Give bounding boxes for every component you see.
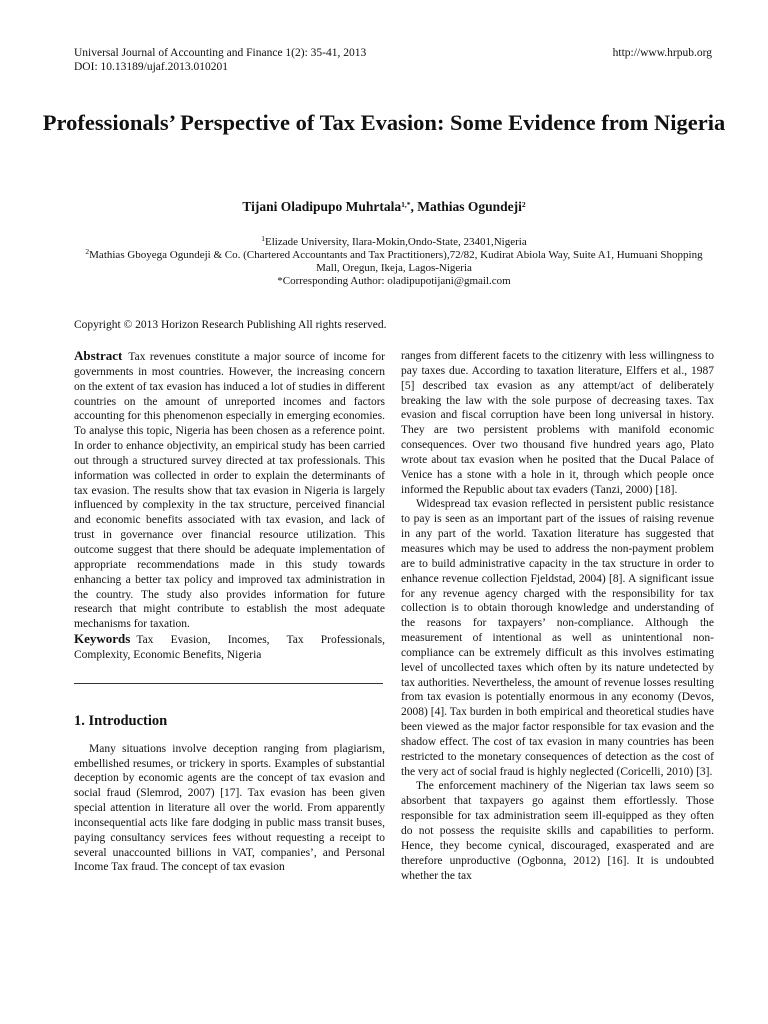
left-column <box>74 349 385 875</box>
section-heading-introduction: 1. Introduction <box>74 712 168 729</box>
body-paragraph: Widespread tax evasion reflected in persistent public resistance to pay is seen as an important part of the issues of raising revenue in any part of the world. Taxation literature has suggested that measures which may be used to address the non-payment problem are to build administrative capacity in the tax structure in order to enhance revenue collection Fjeldstad, 2004) [8]. A significant issue for any revenue agency charged with the responsibility for tax collection is to obtain thorough knowledge and understanding of the reasons for taxpayers’ non-compliance. Although the measurement of intentional as well as unintentional non-compliance can be extremely difficult as this involves estimating level of uncollected taxes which often by its nature undetected by tax authorities. Nevertheless, the amount of revenue losses resulting from tax evasion is potentially enormous in any economy (Devos, 2008) [4]. Tax burden in both empirical and theoretical studies have been viewed as the major factor responsible for tax evasion and the shadow effect. The cost of tax evasion in many countries has been restricted to the monetary consequences of detection as the cost of the very act of social fraud is highly neglected (Coricelli, 2010) [3]. <box>401 498 714 778</box>
introduction-paragraph: Many situations involve deception ranging from plagiarism, embellished resumes, or trickery in sports. Examples of substantial deception by economic agents are the concept of tax evasion and social fraud (Slemrod, 2007) [17]. Tax evasion has been given special attention in literature all over the world. From apparently inconsequential acts like fare dodging in public mass transit buses, paying consultancy services fees without requesting a receipt to several unaccounted billions in VAT, companies’, and Personal Income Tax fraud. The concept of tax evasion <box>74 742 385 874</box>
author-affiliation-mark: 1,* <box>401 200 411 209</box>
author-name: Mathias Ogundeji <box>417 199 522 214</box>
affiliations <box>74 236 714 288</box>
affiliation-1: $^1$Elizade University, Ilara-Mokin,Ondo-State, 23401,Nigeria <box>261 234 527 248</box>
journal-url[interactable]: http://www.hrpub.org <box>612 47 712 59</box>
abstract <box>74 349 385 632</box>
right-column <box>401 349 714 883</box>
copyright-notice: Copyright © 2013 Horizon Research Publishing All rights reserved. <box>74 319 387 331</box>
abstract-heading: Abstract <box>74 348 123 363</box>
body-paragraph: The enforcement machinery of the Nigerian tax laws seem so absorbent that taxpayers go against them effortlessly. Those responsible for tax administration seem ill-equipped as they often do not possess the requisite skills and capabilities to perform. Hence, they become cynical, discouraged, exasperated and are therefore unproductive (Ogbonna, 2012) [16]. It is undoubted whether the tax <box>401 780 714 882</box>
author-separator: , <box>410 199 418 214</box>
body-paragraph: ranges from different facets to the citizenry with less willingness to pay taxes due. According to taxation literature, Elffers et al., 1987 [5] described tax evasion as any attempt/act of deliberately breaking the law with the sole purpose of decreasing taxes. Tax evasion and fiscal corruption have been long universal in history. They are two persistent problems with manifold economic consequences. Over two thousand five hundred years ago, Plato wrote about tax evasion when he posited that the Ducal Palace of Venice has a stone with a hole in it, through which people once informed the Republic about tax evaders (Tanzi, 2000) [18]. <box>401 350 714 496</box>
author-affiliation-mark: 2 <box>521 200 526 209</box>
affiliation-mark: 2 <box>85 247 90 256</box>
keywords-heading: Keywords <box>74 631 131 647</box>
keywords-text: Tax Evasion, Incomes, Tax Professionals, Complexity, Economic Benefits, Nigeria <box>74 634 385 661</box>
doi: DOI: 10.13189/ujaf.2013.010201 <box>74 61 228 73</box>
author-list <box>40 198 728 216</box>
abstract-text: Tax revenues constitute a major source of income for governments in most countries. However, the increasing concern on the extent of tax evasion has induced a lot of studies in different countries on the amount of unreported incomes and factors accounting for this phenomenon especially in emerging economies. To analyse this topic, Nigeria has been chosen as a reference point. In order to enhance objectivity, an empirical study has been carried out through a structured survey directed at tax professionals. This information was collected in order to explain the determinants of tax evasion. The results show that tax evasion in Nigeria is largely influenced by complexity in the tax structure, perceived financial and economic benefits associated with tax evasion, and lack of trust in governance over financial resource utilization. This outcome suggest that there should be adequate implementation of appropriate recommendations made in this study towards enhancing a better tax policy and improved tax administration in the country. The study also provides information for future research that might contribute to establish the most adequate mechanisms for taxation. <box>74 351 385 631</box>
paper-title: Professionals’ Perspective of Tax Evasion: Some Evidence from Nigeria <box>42 110 726 135</box>
corresponding-author: *Corresponding Author: oladipupotijani@gmail.com <box>277 275 511 287</box>
journal-citation: Universal Journal of Accounting and Finance 1(2): 35-41, 2013 <box>74 47 367 59</box>
journal-header <box>74 46 366 74</box>
affiliation-mark: 1 <box>261 234 266 243</box>
affiliation-2: $^2$Mathias Gboyega Ogundeji & Co. (Chartered Accountants and Tax Practitioners),72/82, Kudirat Abiola Way, Suite A1, Humuani Shopping Mall, Oregun, Ikeja, Lagos-Nigeria <box>85 247 703 274</box>
section-divider <box>74 683 383 684</box>
author-name: Tijani Oladipupo Muhrtala <box>242 199 402 214</box>
keywords <box>74 632 385 663</box>
